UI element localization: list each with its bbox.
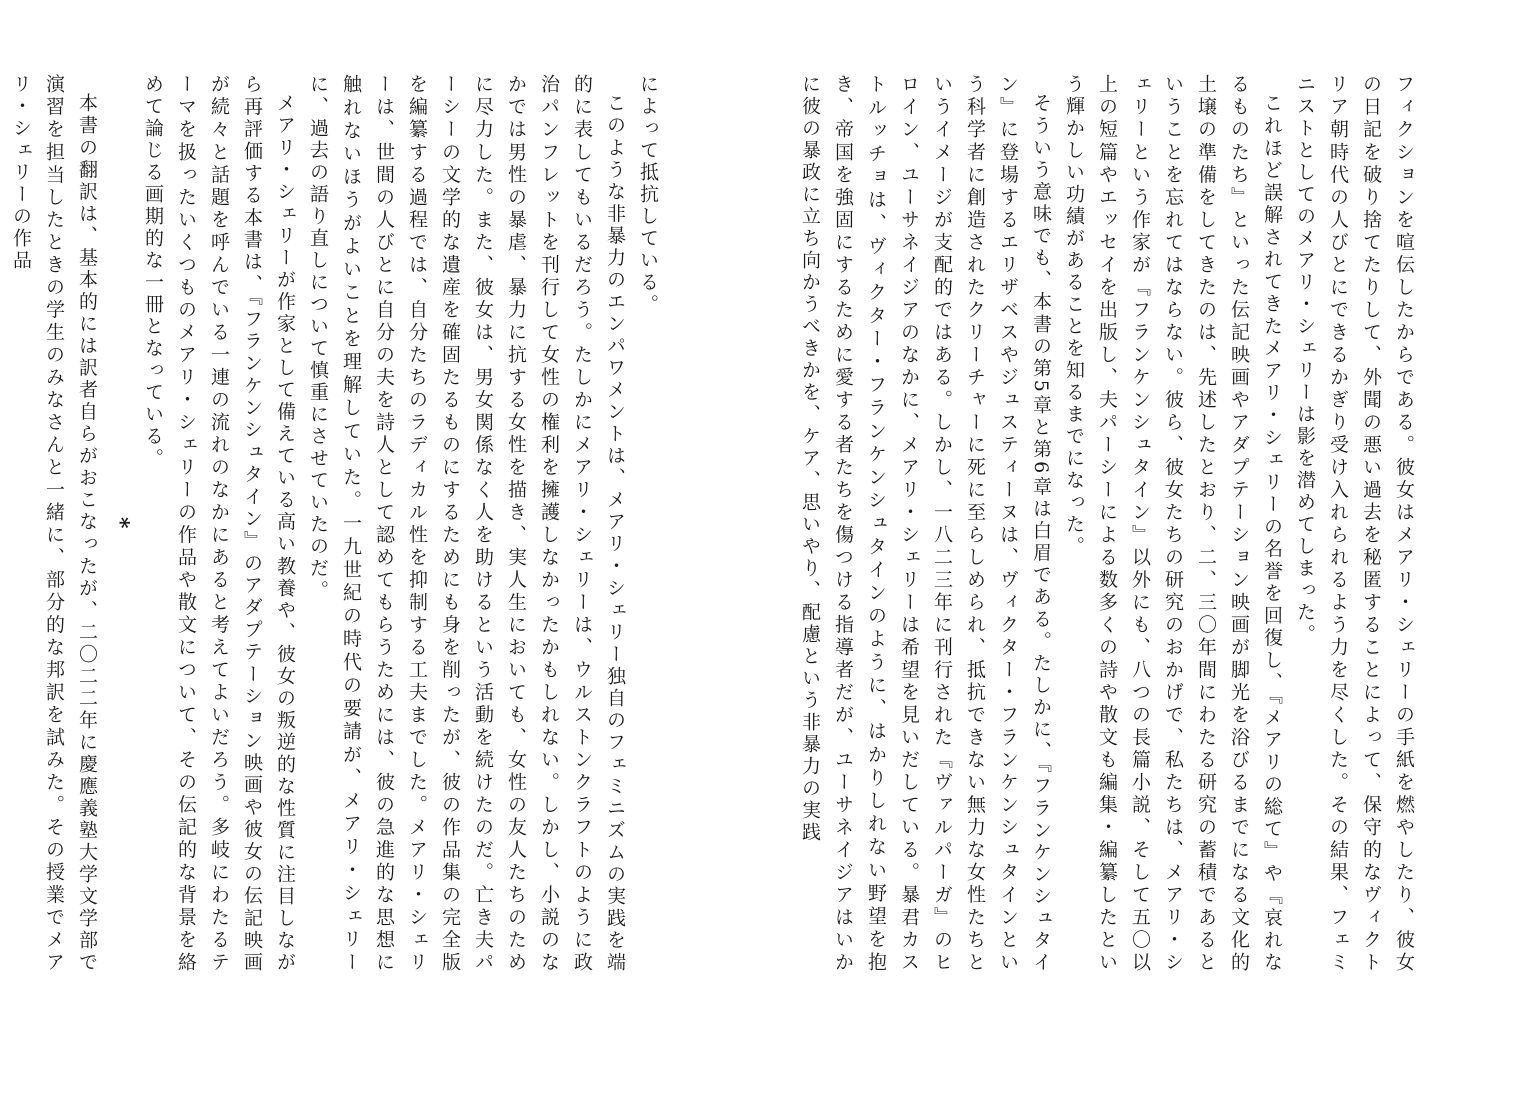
paragraph: そういう意味でも、本書の第5章と第6章は白眉である。たしかに、『フランケンシュタイン』に登場するエリザベスやジュスティーヌは、ヴィクター・フランケンシュタインという科学者に創造されたクリーチャーに死に至らしめられ、抵抗できない無力な女性たちというイメージが支配的ではある。しかし、一八二三年に刊行された『ヴァルパーガ』のヒロイン、ユーサネイジアのなかに、メアリ・シェリーは希望を見いだしている。暴君カストルッチョは、ヴィクター・フランケンシュタインのように、はかりしれない野望を抱き、帝国を強固にするために愛する者たちを傷つける指導者だが、ユーサネイジアはいかに彼の暴政に立ち向かうべきかを、ケア、思いやり、配慮という非暴力の実践: [799, 74, 1052, 974]
paragraph-continuation: によって抵抗している。: [637, 74, 659, 316]
right-page: [799, 74, 1420, 974]
paragraph: これほど誤解されてきたメアリ・シェリーの名誉を回復し、『メアリの総て』や『哀れなるものたち』といった伝記映画やアダプテーション映画が脚光を浴びるまでになる文化的土壌の準備をしてきたのは、先述したとおり、二、三〇年間にわたる研究の蓄積であるということを忘れてはならない。彼ら、彼女たちの研究のおかげで、私たちは、メアリ・シェリーという作家が『フランケンシュタイン』以外にも、八つの長篇小説、そして五〇以上の短篇やエッセイを出版し、夫パーシーによる数多くの詩や散文も編集・編纂したという輝かしい功績があることを知るまでになった。: [1063, 74, 1283, 974]
paragraph: フィクションを喧伝したからである。彼女はメアリ・シェリーの手紙を燃やしたり、彼女の日記を破り捨てたりして、外聞の悪い過去を秘匿することによって、保守的なヴィクトリア朝時代の人びとにできるかぎり受け入れられるよう力を尽くした。その結果、フェミニストとしてのメアリ・シェリーは影を潜めてしまった。: [1294, 74, 1415, 974]
paragraph: このような非暴力のエンパワメントは、メアリ・シェリー独自のフェミニズムの実践を端的に表してもいるだろう。たしかにメアリ・シェリーは、ウルストンクラフトのように政治パンフレットを刊行して女性の権利を擁護しなかったかもしれない。しかし、小説のなかでは男性の暴虐、暴力に抗する女性を描き、実人生においても、女性の友人たちのために尽力した。また、彼女は、男女関係なく人を助けるという活動を続けたのだ。亡き夫パーシーの文学的な遺産を確固たるものにするためにも身を削ったが、彼の作品集の完全版を編纂する過程では、自分たちのラディカル性を抑制する工夫までした。メアリ・シェリーは、世間の人びとに自分の夫を詩人として認めてもらうためには、彼の急進的な思想に触れないほうがよいことを理解していた。一九世紀の時代の要請が、メアリ・シェリーに、過去の語り直しについて慎重にさせていたのだ。: [307, 74, 626, 974]
paragraph: 本書の翻訳は、基本的には訳者自らがおこなったが、二〇二二年に慶應義塾大学文学部で演習を担当したときの学生のみなさんと一緒に、部分的な邦訳を試みた。その授業でメアリ・シェリーの作品: [10, 74, 98, 974]
section-separator: *: [107, 516, 133, 532]
paragraph: メアリ・シェリーが作家として備えている高い教養や、彼女の叛逆的な性質に注目しながら再評価する本書は、『フランケンシュタイン』のアダプテーション映画や彼女の伝記映画が続々と話題を呼んでいる一連の流れのなかにあると考えてよいだろう。多岐にわたるテーマを扱ったいくつものメアリ・シェリーの作品や散文について、その伝記的な背景を絡めて論じる画期的な一冊となっている。: [142, 74, 296, 974]
left-page: [10, 74, 664, 974]
